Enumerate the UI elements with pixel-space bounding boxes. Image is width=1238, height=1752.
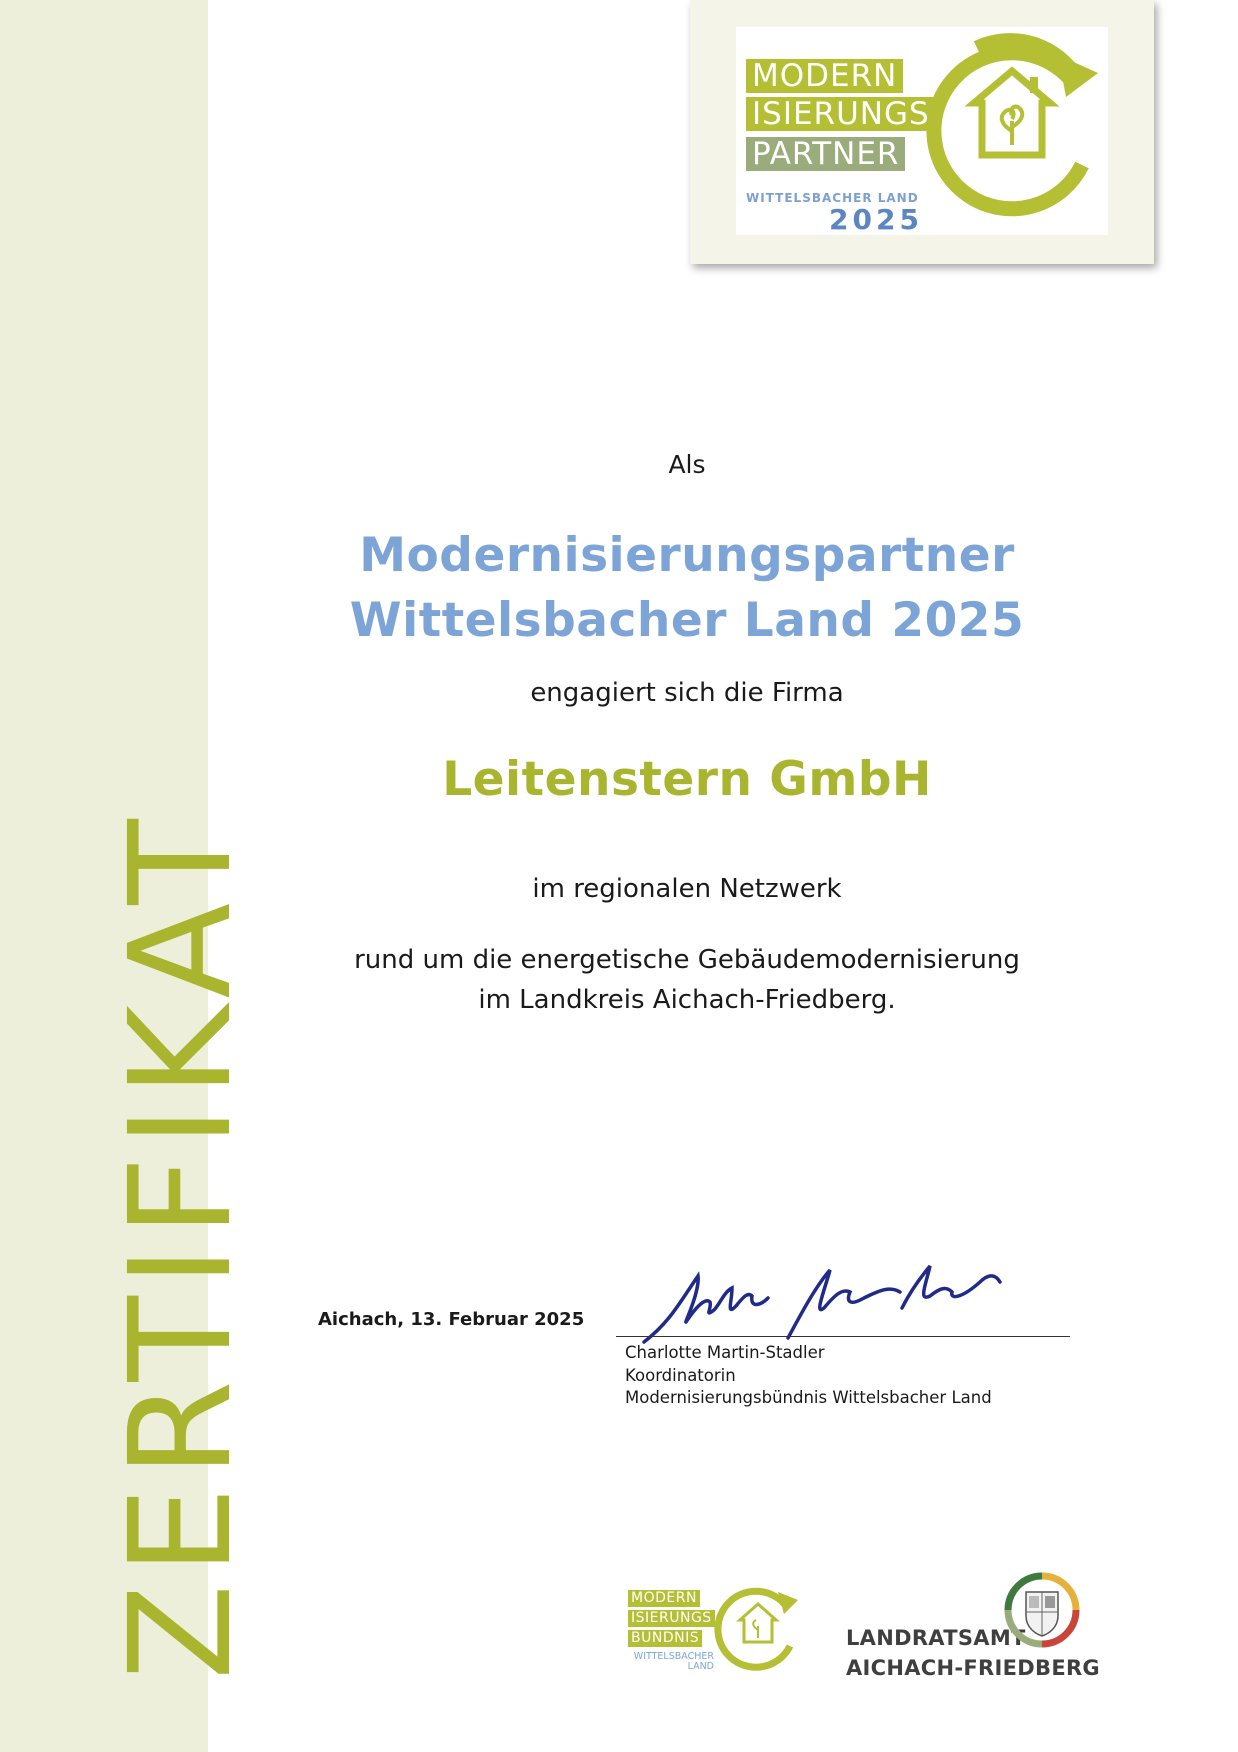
partner-badge-logo (736, 27, 1108, 235)
topic-line-1: rund um die energetische Gebäudemodernisierung (354, 945, 1020, 975)
signatory-organization: Modernisierungsbündnis Wittelsbacher Land (625, 1388, 992, 1407)
badge-line-1: MODERN (746, 59, 903, 93)
signatory-name: Charlotte Martin-Stadler (625, 1343, 825, 1362)
alliance-logo (628, 1578, 804, 1680)
signatory-details (625, 1342, 992, 1410)
signature-line (616, 1336, 1070, 1337)
engaged-text: engagiert sich die Firma (530, 678, 844, 708)
partner-badge (690, 0, 1154, 264)
alliance-logo-sub-1: WITTELSBACHER (633, 1651, 714, 1662)
house-cycle-icon (922, 33, 1108, 229)
alliance-logo-sub-2: LAND (687, 1661, 714, 1672)
house-cycle-icon (714, 1580, 804, 1678)
headline-line-2: Wittelsbacher Land 2025 (349, 593, 1025, 648)
place-date: Aichach, 13. Februar 2025 (318, 1309, 585, 1330)
district-office-line-2: AICHACH-FRIEDBERG (846, 1656, 1100, 1680)
signatory-role: Koordinatorin (625, 1365, 736, 1385)
headline-line-1: Modernisierungspartner (359, 528, 1015, 583)
certificate-side-title: ZERTIFIKAT (100, 810, 263, 1680)
certificate-headline (290, 523, 1084, 653)
company-name: Leitenstern GmbH (442, 752, 932, 807)
intro-text: Als (668, 450, 706, 479)
badge-region: WITTELSBACHER LAND (746, 191, 919, 205)
badge-line-2: ISIERUNGS (746, 97, 936, 131)
topic-text (290, 940, 1084, 1020)
alliance-logo-line-3: BÜNDNIS (628, 1630, 702, 1647)
badge-line-3: PARTNER (746, 137, 905, 171)
district-coat-of-arms-icon (1004, 1572, 1080, 1648)
alliance-logo-line-1: MODERN (628, 1590, 700, 1607)
alliance-logo-line-2: ISIERUNGS (628, 1610, 715, 1627)
badge-year: 2025 (829, 203, 923, 236)
district-office-line-1: LANDRATSAMT (846, 1626, 1026, 1650)
handwritten-signature (640, 1262, 1020, 1346)
network-text: im regionalen Netzwerk (532, 874, 842, 904)
topic-line-2: im Landkreis Aichach-Friedberg. (478, 985, 896, 1015)
